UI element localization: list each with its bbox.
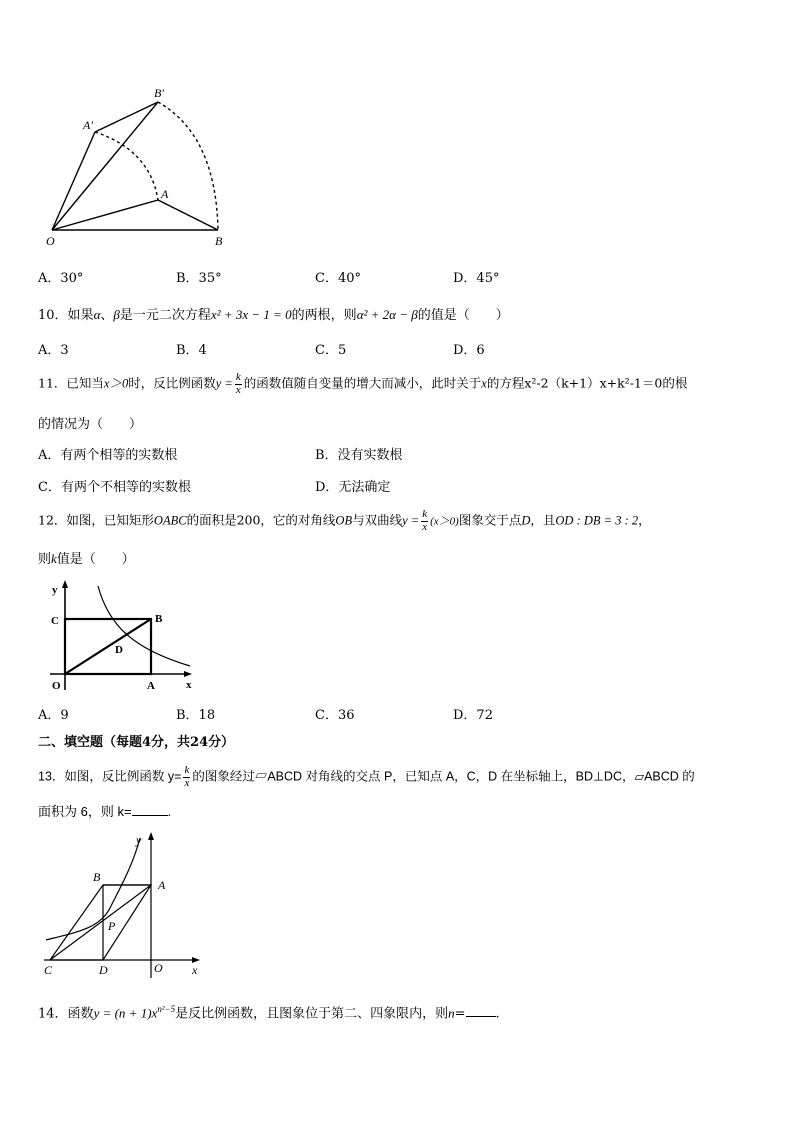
label-O: O — [46, 234, 55, 248]
q12-option-b[interactable]: B．18 — [176, 708, 216, 723]
q9-option-a[interactable]: A．30° — [38, 271, 84, 286]
q10-number: 10． — [38, 308, 68, 323]
label-y: y — [52, 584, 58, 596]
label-C: C — [51, 615, 59, 627]
label-B: B — [215, 234, 223, 248]
question-13: 13．如图，反比例函数 y= $\frac{k}{x}$ 的图象经过▱ABCD 对角线的交点 P，已知点 A，C，D 在坐标轴上，BD⊥DC，▱ABCD 的 — [38, 764, 695, 789]
rectangle-hyperbola-figure — [40, 578, 210, 698]
q12-option-a[interactable]: A．9 — [38, 708, 69, 723]
arc-B-B-prime — [158, 102, 218, 230]
question-12: 12．如图，已知矩形OABC的面积是200，它的对角线OB与双曲线y = $\frac{k}{x}$ (x＞0)图象交于点D，且OD : DB = 3 : 2， — [38, 508, 651, 533]
segment-OB-prime — [52, 102, 158, 230]
q12-option-d[interactable]: D．72 — [453, 708, 493, 723]
q11-equation: x²-2（k+1）x+k²-1＝0 — [524, 375, 663, 391]
q14-number: 14． — [38, 1006, 68, 1022]
q10-option-a[interactable]: A．3 — [38, 343, 69, 358]
label-x: x — [192, 963, 198, 977]
label-O: O — [154, 961, 163, 975]
label-B: B — [93, 870, 101, 884]
y-axis-arrow — [62, 580, 68, 588]
q11-line2: 的情况为（ ） — [38, 417, 143, 432]
q9-option-d[interactable]: D．45° — [453, 271, 500, 286]
label-A-prime: A′ — [83, 118, 93, 132]
q14-function: y = (n + 1)x — [93, 1005, 158, 1021]
label-B: B — [155, 613, 163, 625]
segment-AB — [158, 200, 218, 230]
section-2-title: 二、填空题（每题4分，共24分） — [38, 735, 235, 750]
q12-line2: 则k值是（ ） — [38, 551, 135, 567]
q10-option-c[interactable]: C．5 — [315, 343, 347, 358]
q10-expression: α² + 2α − β — [356, 307, 418, 322]
question-14: 14．函数$y = (n + 1)x^{n^2-5}$是反比例函数，且图象位于第二、四象限内，则n= . — [38, 1004, 500, 1022]
q12-number: 12． — [38, 512, 67, 528]
q11-fraction: $\frac{k}{x}$ — [235, 371, 241, 396]
q12-option-c[interactable]: C．36 — [315, 708, 355, 723]
q13-number: 13． — [38, 769, 65, 784]
q13-fraction: $\frac{k}{x}$ — [184, 764, 190, 789]
q9-option-c[interactable]: C．40° — [315, 271, 361, 286]
label-A: A — [147, 680, 155, 692]
diagonal-OB — [65, 619, 151, 674]
question-10: 10．如果α、β是一元二次方程x² + 3x − 1 = 0的两根，则α² + 2α − β的值是（ ） — [38, 307, 509, 323]
hyperbola-curve — [98, 586, 190, 666]
segment-A-prime-B-prime — [95, 102, 158, 132]
q13-answer-blank[interactable] — [132, 803, 168, 816]
parallelogram-figure — [38, 830, 208, 980]
label-x: x — [186, 679, 192, 691]
label-A: A — [161, 187, 169, 201]
y-axis-arrow — [148, 832, 154, 840]
label-P: P — [108, 919, 116, 933]
q11-option-b[interactable]: B．没有实数根 — [315, 448, 403, 463]
q11-option-a[interactable]: A．有两个相等的实数根 — [38, 448, 178, 463]
segment-OA-prime — [52, 132, 95, 230]
q12-ratio: OD : DB = 3 : 2 — [555, 513, 639, 528]
label-O: O — [52, 680, 61, 692]
label-D: D — [99, 963, 108, 977]
q10-option-d[interactable]: D．6 — [453, 343, 485, 358]
label-D: D — [115, 644, 123, 656]
label-y: y — [136, 833, 142, 847]
diagonal-AC — [50, 885, 151, 960]
q12-fraction: $\frac{k}{x}$ — [422, 508, 428, 533]
q9-option-b[interactable]: B．35° — [176, 271, 222, 286]
q14-answer-blank[interactable] — [466, 1004, 496, 1017]
segment-OA — [52, 200, 158, 230]
x-axis-arrow — [184, 671, 192, 677]
q11-number: 11． — [38, 375, 67, 391]
label-A: A — [158, 878, 166, 892]
q13-line2: 面积为 6，则 k= . — [38, 804, 172, 819]
q10-equation: x² + 3x − 1 = 0 — [210, 307, 292, 322]
q11-option-d[interactable]: D．无法确定 — [315, 480, 391, 495]
label-C: C — [44, 963, 53, 977]
q11-option-c[interactable]: C．有两个不相等的实数根 — [38, 480, 191, 495]
question-11: 11．已知当x＞0时，反比例函数y = $\frac{k}{x}$ 的函数值随自变量的增大而减小，此时关于x的方程x²-2（k+1）x+k²-1＝0的根 — [38, 371, 688, 396]
label-B-prime: B′ — [154, 86, 164, 100]
rotation-figure — [40, 80, 240, 250]
q10-option-b[interactable]: B．4 — [176, 343, 207, 358]
